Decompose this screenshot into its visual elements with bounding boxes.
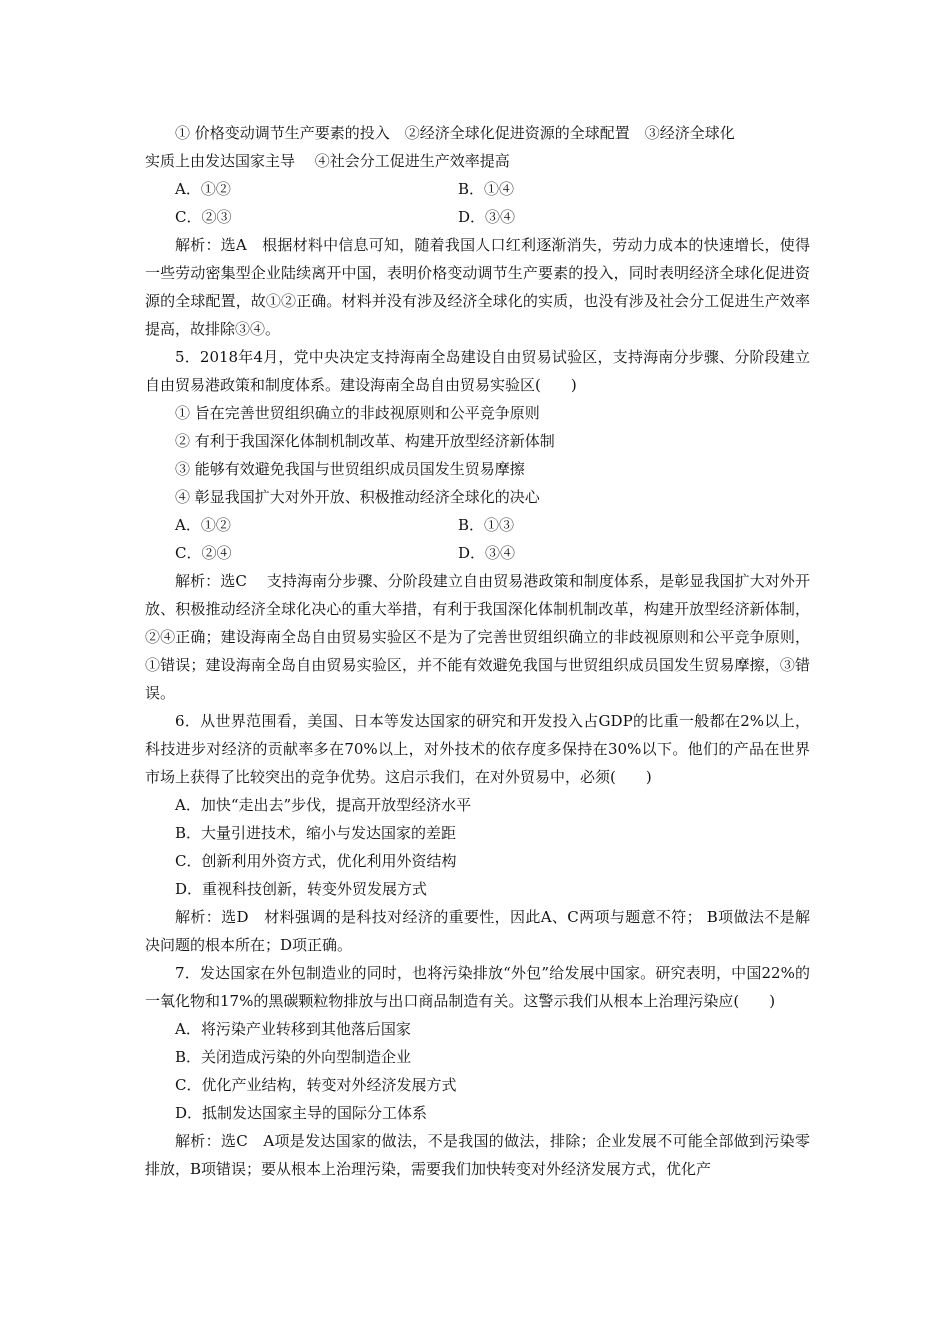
q5-statement-2: ② 有利于我国深化体制机制改革、构建开放型经济新体制	[175, 432, 555, 450]
q6-stem: 6．从世界范围看，美国、日本等发达国家的研究和开发投入占GDP的比重一般都在2%以上，科技进步对经济的贡献率多在70%以上，对外技术的依存度多保持在30%以下。他们的产品在世界市场上获得了比较突出的竞争优势。这启示我们，在对外贸易中，必须( )	[145, 712, 810, 786]
q4-option-d: D．③④	[458, 208, 516, 226]
q4-options-row-1	[145, 175, 810, 203]
q6-option-a: A．加快“走出去”步伐，提高开放型经济水平	[175, 796, 472, 814]
q6-option-b: B．大量引进技术，缩小与发达国家的差距	[175, 824, 457, 842]
q4-option-c: C．②③	[175, 208, 232, 226]
q5-options-row-1	[145, 511, 810, 539]
q5-option-d: D．③④	[458, 544, 516, 562]
q4-option-b: B．①④	[458, 180, 515, 198]
q4-option-a: A．①②	[175, 180, 231, 198]
q5-stem: 5．2018年4月，党中央决定支持海南全岛建设自由贸易试验区，支持海南分步骤、分阶段建立自由贸易港政策和制度体系。建设海南全岛自由贸易实验区( )	[145, 348, 810, 394]
document-page	[145, 119, 810, 1183]
q5-statement-4: ④ 彰显我国扩大对外开放、积极推动经济全球化的决心	[175, 488, 540, 506]
q5-option-c: C．②④	[175, 544, 232, 562]
q4-analysis: 解析：选A 根据材料中信息可知，随着我国人口红利逐渐消失，劳动力成本的快速增长，使得一些劳动密集型企业陆续离开中国，表明价格变动调节生产要素的投入，同时表明经济全球化促进资源的全球配置，故①②正确。材料并没有涉及经济全球化的实质，也没有涉及社会分工促进生产效率提高，故排除③④。	[145, 236, 810, 338]
q6-analysis: 解析：选D 材料强调的是科技对经济的重要性，因此A、C两项与题意不符； B项做法不是解决问题的根本所在；D项正确。	[145, 908, 810, 954]
q4-statements-line-2: 实质上由发达国家主导 ④社会分工促进生产效率提高	[145, 152, 510, 170]
q7-analysis: 解析：选C A项是发达国家的做法，不是我国的做法，排除；企业发展不可能全部做到污染零排放，B项错误；要从根本上治理污染，需要我们加快转变对外经济发展方式，优化产	[145, 1132, 810, 1178]
q7-stem: 7．发达国家在外包制造业的同时，也将污染排放“外包”给发展中国家。研究表明，中国22%的一氧化物和17%的黑碳颗粒物排放与出口商品制造有关。这警示我们从根本上治理污染应( )	[145, 964, 810, 1010]
q7-option-b: B．关闭造成污染的外向型制造企业	[175, 1048, 412, 1066]
q7-option-d: D．抵制发达国家主导的国际分工体系	[175, 1104, 428, 1122]
q6-option-c: C．创新利用外资方式，优化利用外资结构	[175, 852, 457, 870]
q5-options-row-2	[145, 539, 810, 567]
q5-option-b: B．①③	[458, 516, 515, 534]
q7-option-c: C．优化产业结构，转变对外经济发展方式	[175, 1076, 457, 1094]
q5-option-a: A．①②	[175, 516, 231, 534]
q6-option-d: D．重视科技创新，转变外贸发展方式	[175, 880, 428, 898]
q4-statements-line-1: ① 价格变动调节生产要素的投入 ②经济全球化促进资源的全球配置 ③经济全球化	[175, 124, 735, 142]
q5-statement-3: ③ 能够有效避免我国与世贸组织成员国发生贸易摩擦	[175, 460, 525, 478]
q7-option-a: A．将污染产业转移到其他落后国家	[175, 1020, 411, 1038]
q5-analysis: 解析：选C 支持海南分步骤、分阶段建立自由贸易港政策和制度体系，是彰显我国扩大对外开放、积极推动经济全球化决心的重大举措，有利于我国深化体制机制改革，构建开放型经济新体制，②④正确；建设海南全岛自由贸易实验区不是为了完善世贸组织确立的非歧视原则和公平竞争原则，①错误；建设海南全岛自由贸易实验区，并不能有效避免我国与世贸组织成员国发生贸易摩擦，③错误。	[145, 572, 810, 702]
q5-statement-1: ① 旨在完善世贸组织确立的非歧视原则和公平竞争原则	[175, 404, 540, 422]
q4-options-row-2	[145, 203, 810, 231]
